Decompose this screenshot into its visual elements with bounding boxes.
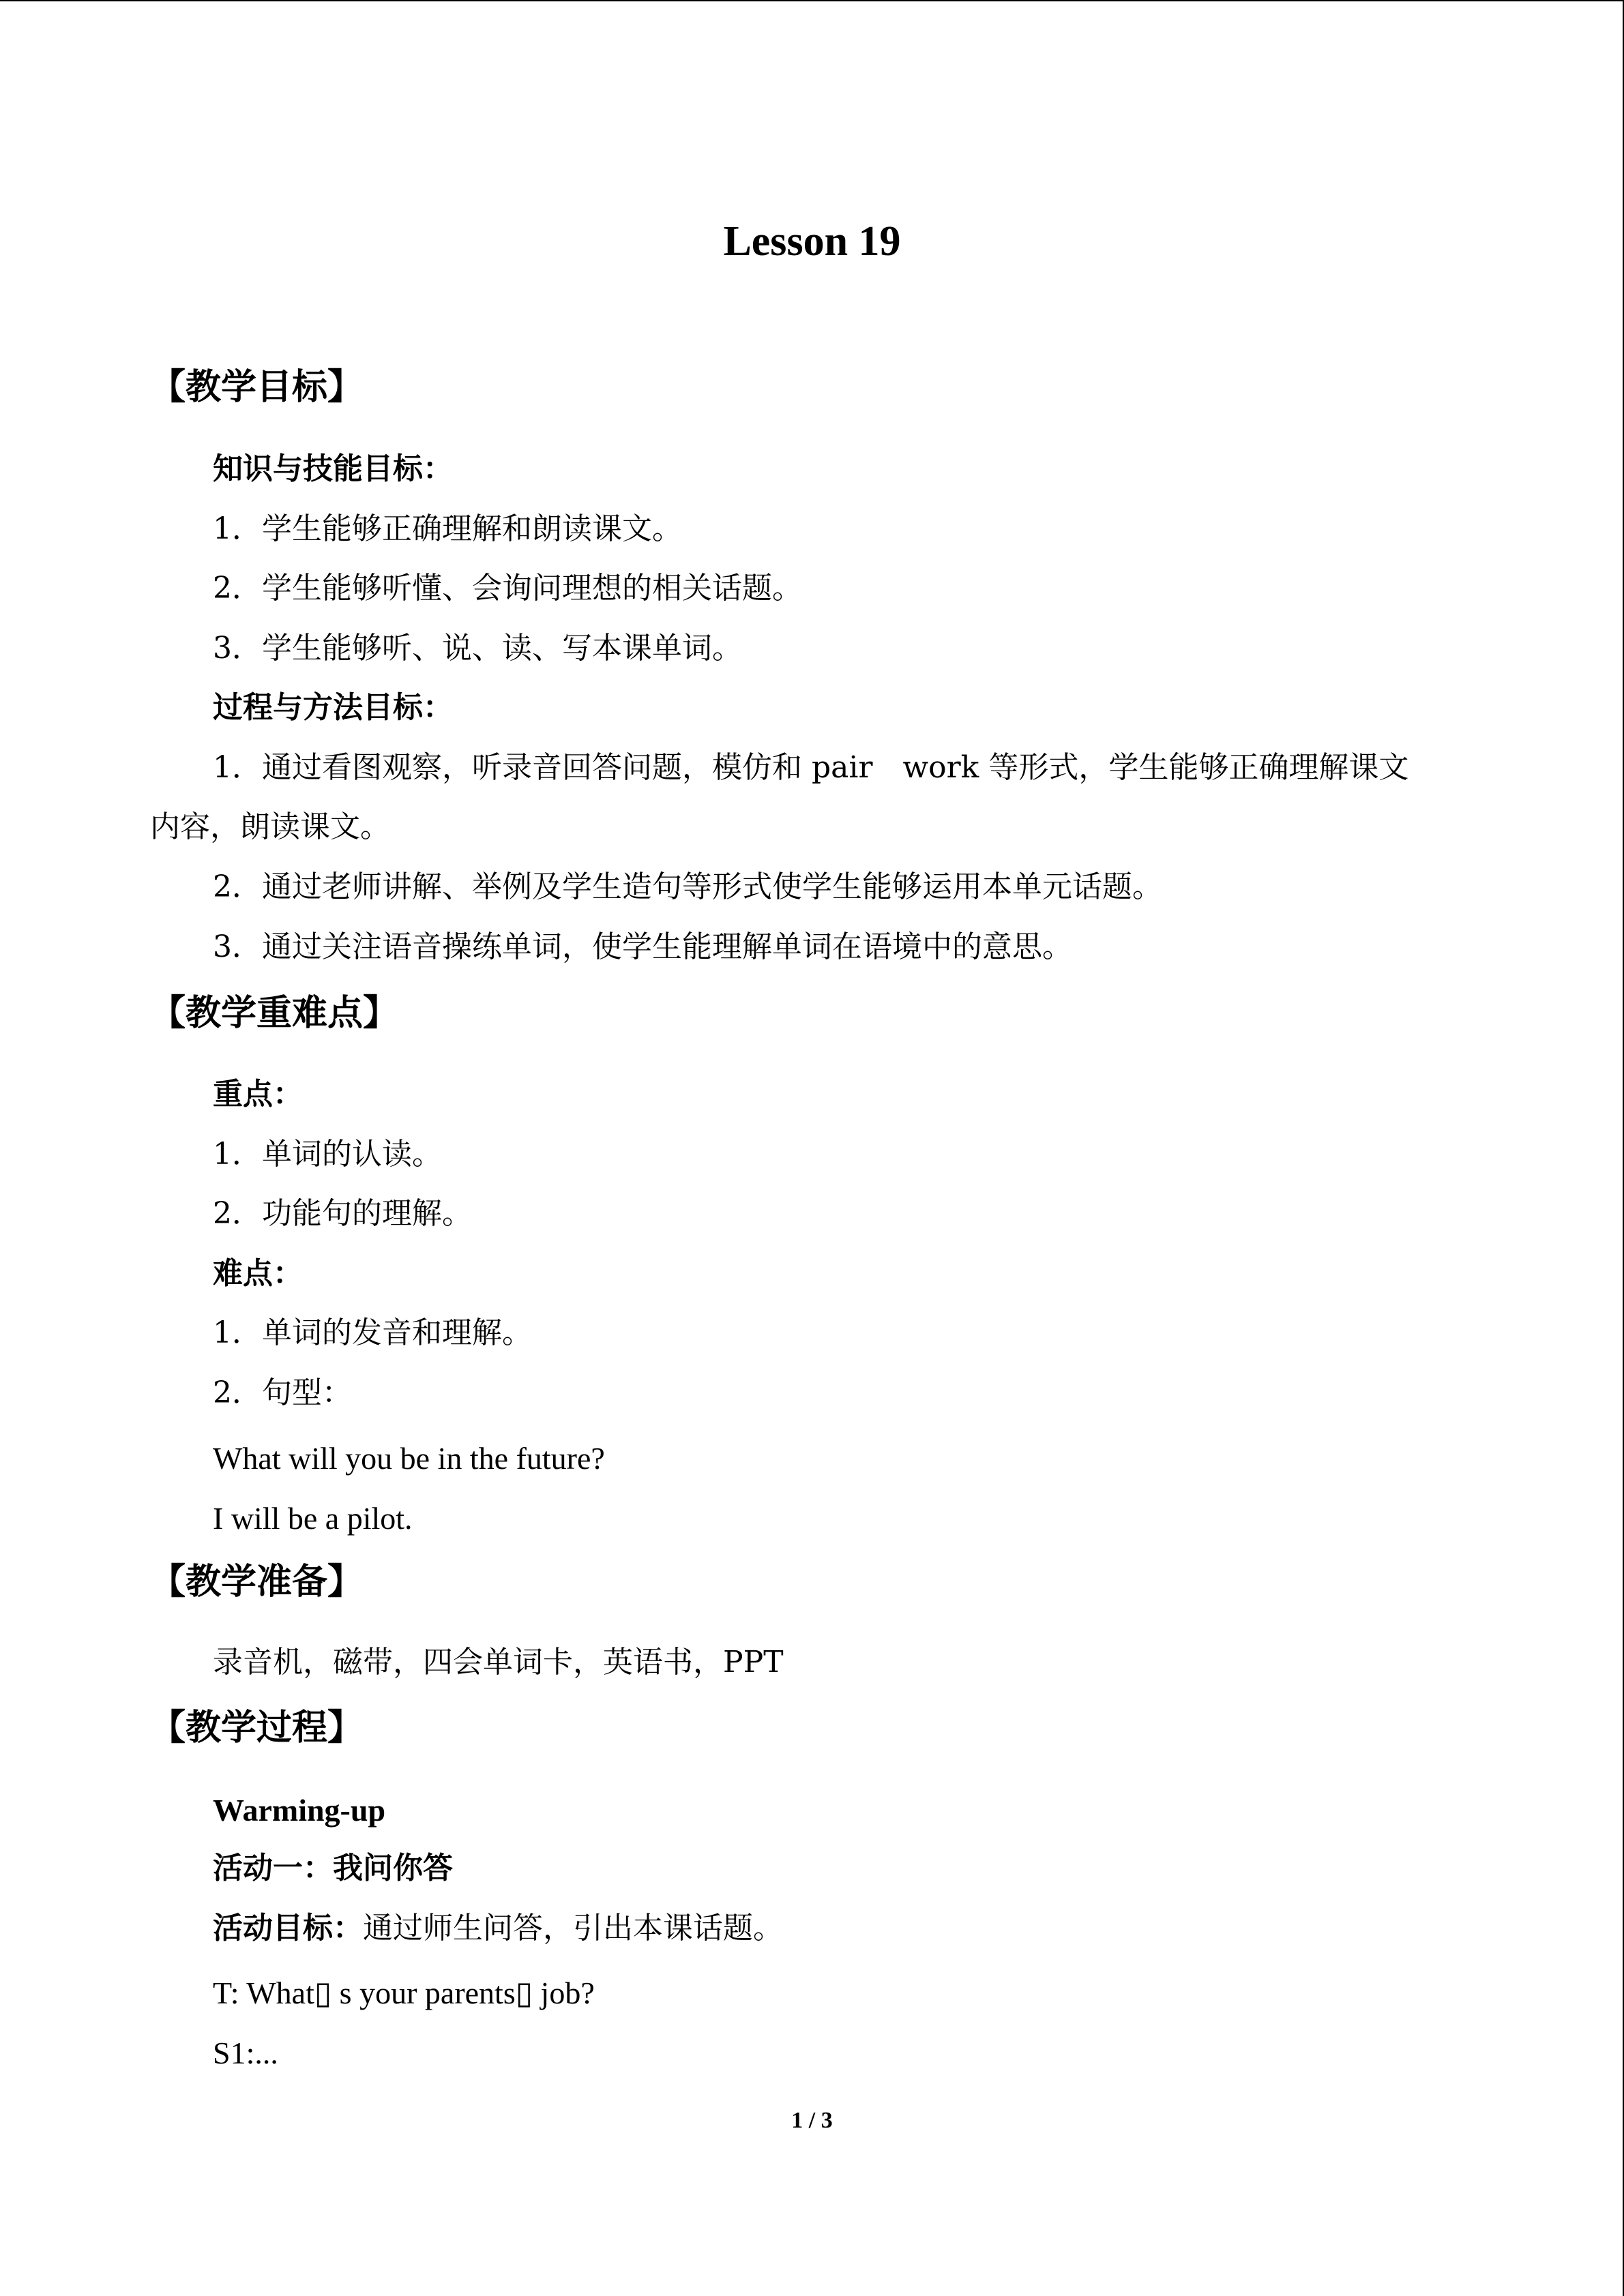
materials-list: 录音机，磁带，四会单词卡，英语书，PPT [213,1645,784,1680]
difficulty-heading: 难点： [213,1256,303,1291]
process-method-heading: 过程与方法目标： [213,690,453,725]
dialogue-line-1: T: What▯ s your parents▯ job? [213,1976,595,2010]
process-item-1-line-2: 内容，朗读课文。 [150,809,390,844]
section-heading-preparation: 【教学准备】 [150,1561,364,1602]
activity-1-goal-text: 通过师生问答，引出本课话题。 [363,1911,783,1945]
activity-1-title: 活动一：我问你答 [213,1851,453,1885]
process-item-2: 2．通过老师讲解、举例及学生造句等形式使学生能够运用本单元话题。 [213,869,1162,904]
process-item-1-line-1: 1．通过看图观察，听录音回答问题，模仿和 pair work 等形式，学生能够正确理解课文 [213,750,1409,785]
process-item-3: 3．通过关注语音操练单词，使学生能理解单词在语境中的意思。 [213,929,1072,964]
knowledge-skill-heading: 知识与技能目标： [213,451,453,486]
sentence-2: I will be a pilot. [213,1501,413,1536]
focus-item-2: 2．功能句的理解。 [213,1196,472,1231]
page-top-border [0,0,1624,1]
section-heading-process: 【教学过程】 [150,1707,364,1748]
knowledge-item-2: 2．学生能够听懂、会询问理想的相关话题。 [213,571,802,606]
difficulty-item-1: 1．单词的发音和理解。 [213,1315,532,1350]
focus-item-1: 1．单词的认读。 [213,1137,442,1172]
knowledge-item-1: 1．学生能够正确理解和朗读课文。 [213,511,682,546]
warmup-heading: Warming-up [213,1793,386,1828]
activity-1-goal [213,1906,783,1951]
activity-1-goal-label: 活动目标： [213,1911,363,1945]
dialogue-line-2: S1:... [213,2036,278,2070]
section-heading-key-points: 【教学重难点】 [150,992,399,1034]
page-number: 1 / 3 [791,2108,833,2133]
difficulty-item-2: 2．句型： [213,1375,352,1410]
document-title: Lesson 19 [723,218,901,265]
sentence-1: What will you be in the future? [213,1441,605,1476]
knowledge-item-3: 3．学生能够听、说、读、写本课单词。 [213,631,742,666]
section-heading-objectives: 【教学目标】 [150,366,364,408]
focus-heading: 重点： [213,1077,303,1112]
